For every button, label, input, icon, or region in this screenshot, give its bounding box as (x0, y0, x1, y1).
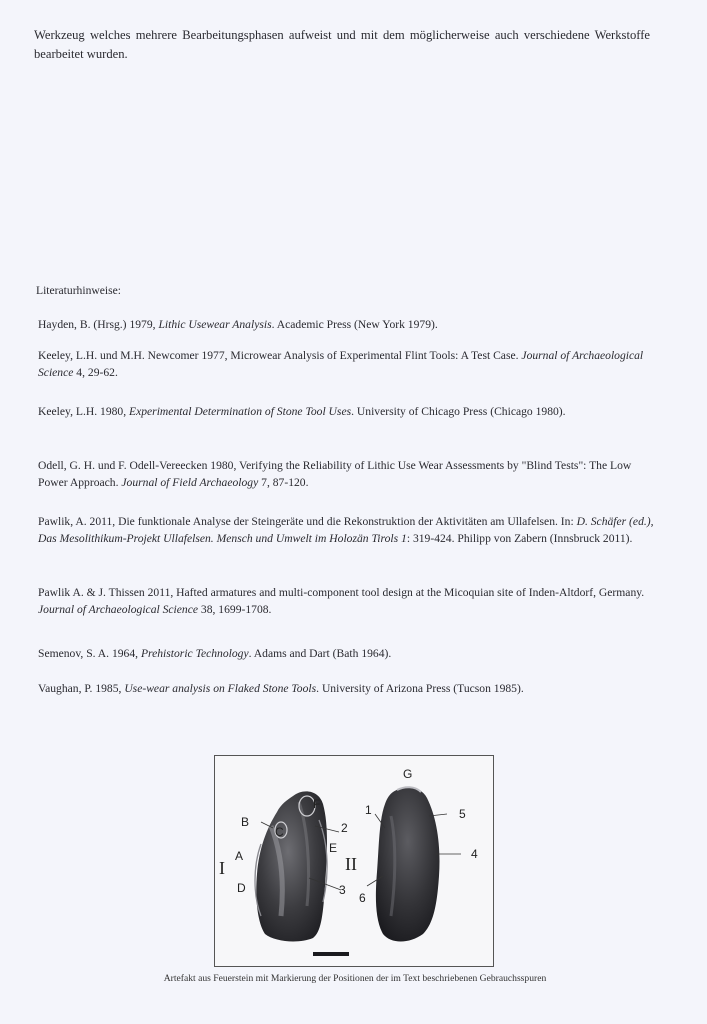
reference-text: Pawlik, A. 2011, Die funktionale Analyse der Steingeräte und die Rekonstruktion der Aktivitäten am Ullafelsen. In: (38, 515, 577, 528)
reference-item (38, 347, 654, 381)
figure-caption: Artefakt aus Feuerstein mit Markierung der Positionen der im Text beschriebenen Gebrauchsspuren (163, 973, 547, 984)
reference-item (38, 457, 654, 491)
reference-title: Journal of Archaeological Science (38, 603, 199, 616)
artifact-left-shape (256, 791, 327, 941)
reference-text: Semenov, S. A. 1964, (38, 647, 141, 660)
reference-text: Pawlik A. & J. Thissen 2011, Hafted armatures and multi-component tool design at the Micoquian site of Inden-Altdorf, Germany. (38, 586, 645, 599)
artifact-photo (215, 756, 493, 966)
reference-text: Keeley, L.H. 1980, (38, 405, 130, 418)
reference-text: 7, 87-120. (258, 476, 309, 489)
reference-text: . Adams and Dart (Bath 1964). (248, 647, 392, 660)
reference-text: 38, 1699-1708. (198, 603, 272, 616)
reference-text: Vaughan, P. 1985, (38, 682, 125, 695)
artifact-figure (214, 755, 494, 967)
reference-text: . Academic Press (New York 1979). (271, 318, 438, 331)
label-3: 3 (339, 883, 346, 897)
label-roman-I: I (219, 858, 225, 878)
reference-text: Odell, G. H. und F. Odell-Vereecken 1980, Verifying the Reliability of Lithic Use Wear Assessments by "Blind Tests": The Low Power Approach. (38, 459, 632, 489)
reference-item (38, 645, 654, 662)
reference-title: D. Schäfer (ed.), Das Mesolithikum-Projekt Ullafelsen. Mensch und Umwelt im Holozän Tirols 1 (38, 515, 654, 545)
label-6: 6 (359, 891, 366, 905)
reference-text: Keeley, L.H. und M.H. Newcomer 1977, Microwear Analysis of Experimental Flint Tools: A Test Case. (38, 349, 522, 362)
reference-item (38, 680, 654, 697)
reference-title: Prehistoric Technology (140, 647, 249, 660)
artifact-right-shape (376, 787, 440, 941)
reference-item (38, 513, 654, 547)
label-1: 1 (365, 803, 372, 817)
scale-bar (313, 952, 349, 956)
reference-item (38, 316, 654, 333)
references-heading: Literaturhinweise: (36, 284, 121, 297)
reference-title: Experimental Determination of Stone Tool Uses (129, 405, 352, 418)
reference-item (38, 584, 654, 618)
label-E: E (329, 841, 338, 855)
reference-text: 4, 29-62. (73, 366, 118, 379)
label-roman-II: II (345, 854, 357, 874)
label-F: F (313, 797, 321, 811)
reference-text: . University of Chicago Press (Chicago 1980). (351, 405, 566, 418)
label-C: C (275, 825, 284, 839)
reference-text: Hayden, B. (Hrsg.) 1979, (38, 318, 159, 331)
label-5: 5 (459, 807, 466, 821)
reference-title: Use-wear analysis on Flaked Stone Tools (124, 682, 317, 695)
reference-text: : 319-424. Philipp von Zabern (Innsbruck 2011). (406, 532, 633, 545)
reference-text: . University of Arizona Press (Tucson 1985). (316, 682, 524, 695)
label-4: 4 (471, 847, 478, 861)
label-2: 2 (341, 821, 348, 835)
label-A: A (235, 849, 244, 863)
intro-paragraph: Werkzeug welches mehrere Bearbeitungsphasen aufweist und mit dem möglicherweise auch verschiedene Werkstoffe bearbeitet wurden. (34, 28, 650, 61)
reference-title: Lithic Usewear Analysis (158, 318, 272, 331)
label-D: D (237, 881, 246, 895)
label-G: G (403, 767, 413, 781)
reference-title: Journal of Archaeological Science (38, 349, 644, 379)
reference-title: Journal of Field Archaeology (121, 476, 259, 489)
reference-item (38, 403, 654, 420)
label-B: B (241, 815, 250, 829)
